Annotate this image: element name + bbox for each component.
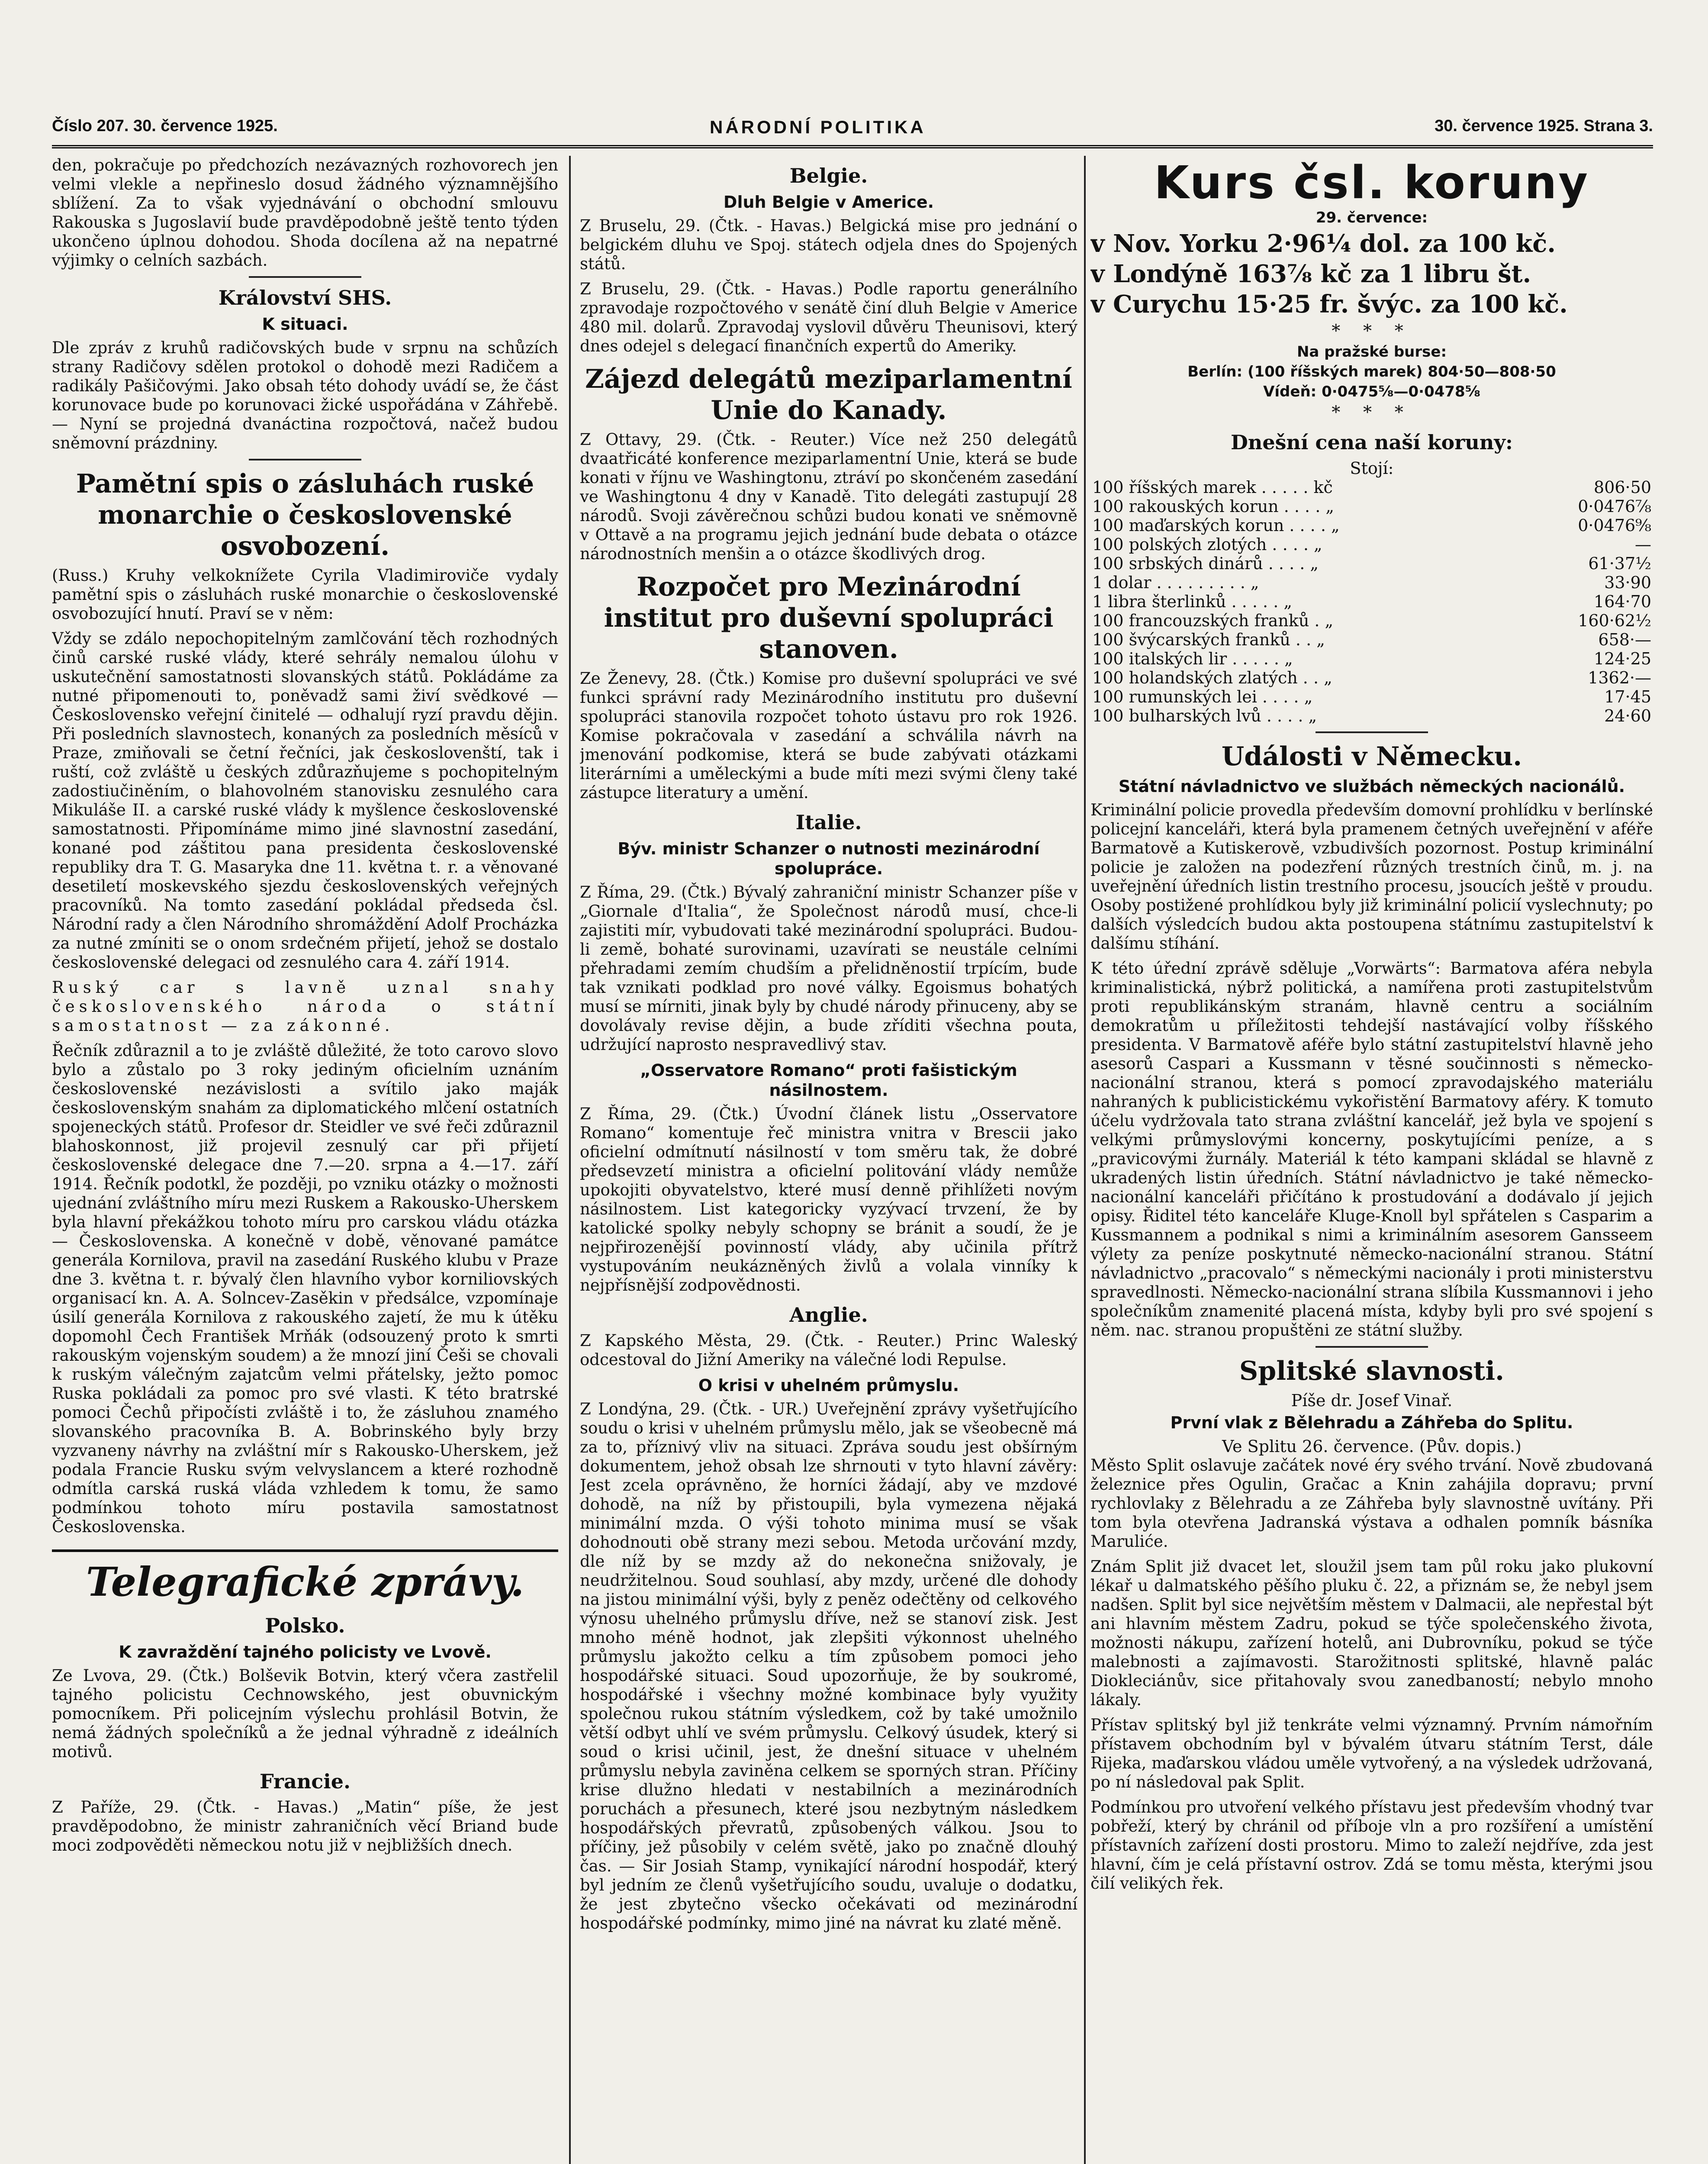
rate-new-york: v Nov. Yorku 2·96¼ dol. za 100 kč. <box>1090 229 1556 258</box>
headline-koruna-price: Dnešní cena naší koruny: <box>1231 431 1513 454</box>
page-date: 30. července 1925. Strana 3. <box>1435 117 1653 135</box>
paragraph: (Russ.) Kruhy velkoknížete Cyrila Vladimiroviče vydaly pamětní spis o zásluhách ruské monarchie o československé osvobozující hnutí. Praví se v něm: <box>52 566 558 623</box>
paragraph-spaced: Ruský car s lavně uznal snahy československého národa o státní samostatnost — za zákonné. <box>52 978 558 1035</box>
burse-berlin: Berlín: (100 říšských marek) 804·50—808·50 <box>1187 363 1556 380</box>
issue-number: Číslo 207. 30. července 1925. <box>52 117 278 135</box>
subheadline-belgium: Dluh Belgie v Americe. <box>723 193 934 212</box>
paragraph: Z Říma, 29. (Čtk.) Bývalý zahraniční ministr Schanzer píše v „Giornale d'Italia“, že Společnost národů musí, chce-li zajistiti mír, vybudovati také mezinárodní spolupráci. Budou-li země, bohaté surovinami, uzavírati se neustále celními přehradami zemím chudším a přelidněnostií trpícím, bude tak vznikati podklad pro nové války. Egoismus bohatých musí se mírniti, jinak byly by chudé národy přinuceny, aby se dovolávaly revise dějin, a bude zříditi všechna pouta, udržující naprosto nespravedlivý stav. <box>580 883 1078 1054</box>
headline-italy: Italie. <box>795 811 862 834</box>
subheadline-osservatore: „Osservatore Romano“ proti fašistickým násilnostem. <box>640 1061 1017 1100</box>
table-row: 100 holandských zlatých . . „ 1362·— <box>1092 668 1651 687</box>
table-row: 1 libra šterlinků . . . . . „ 164·70 <box>1092 592 1651 611</box>
rate-london: v Londýně 163⅞ kč za 1 libru št. <box>1090 260 1531 288</box>
section-title-telegrams: Telegrafické zprávy. <box>52 1549 558 1606</box>
headline-shs: Království SHS. <box>218 286 392 309</box>
table-row: 1 dolar . . . . . . . . . „ 33·90 <box>1092 573 1651 592</box>
table-row: 100 italských lir . . . . . „ 124·25 <box>1092 649 1651 668</box>
subheadline-germany: Státní návladnictvo ve službách německých nacionálů. <box>1118 777 1625 796</box>
headline-france: Francie. <box>259 1770 351 1793</box>
column-rule <box>1084 156 1086 2164</box>
table-row: 100 francouzských franků . „ 160·62½ <box>1092 611 1651 630</box>
newspaper-title: NÁRODNÍ POLITIKA <box>710 117 926 137</box>
headline-belgium: Belgie. <box>789 164 868 187</box>
divider <box>1316 731 1428 733</box>
column-right <box>1090 156 1653 2164</box>
table-row: 100 rakouských korun . . . . „ 0·0476⁷⁄₈ <box>1092 497 1651 516</box>
headline-split: Splitské slavnosti. <box>1239 1356 1505 1386</box>
headline-england: Anglie. <box>789 1303 868 1327</box>
table-row: 100 rumunských lei . . . . „ 17·45 <box>1092 687 1651 706</box>
headline-germany: Události v Německu. <box>1221 741 1522 772</box>
column-rule <box>569 156 571 2164</box>
byline: Píše dr. Josef Vinař. <box>1291 1391 1453 1410</box>
paragraph: Řečník zdůraznil a to je zvláště důležité, že toto carovo slovo bylo a zůstalo po 3 roky jediným oficielním uznáním československé nezávislosti a svítilo jako maják československým snahám za diplomatického mlčení ostatních spojeneckých států. Profesor dr. Steidler ve své řeči zdůraznil blahoskonnost, již projevil zesnulý car při přijetí československé delegace dne 7.—20. srpna a 4.—17. září 1914. Řečník podotkl, že později, po vzniku otázky o možnosti ujednání zvláštního míru mezi Ruskem a Rakousko-Uherskem byla hlavní překážkou tohoto míru pro carskou vládu otázka — Československa. A konečně v době, věnované památce generála Kornilova, pravil na zasedání Ruského klubu v Praze dne 3. května t. r. bývalý člen hlavního vybor korniliovských organisací kn. A. A. Solncev-Zasěkin v předsálce, vzpomínaje úsilí generála Kornilova z rakouského zajetí, že mu k útěku dopomohl Čech František Mrňák (odsouzený proto k smrti rakouským vojenským soudem) a že mnozí jiní Češi se chovali k ruským válečným zajatcům velmi přátelsky, ježto pomoc Ruska pokládali za pomoc pro své vlasti. K této bratrské pomoci Čechů připočísti zvláště i to, že zásluhou znamého slovanského pracovníka B. A. Bobrinského byly brzy vyzvaneny návrhy na zvláštní mír s Rakousko-Uherskem, jež podala Francie Rusku svým velvyslancem a které rozhodně odmítla carská ruská vláda vzhledem k tomu, že samo podmínkou tohoto míru postavila samostatnost Československa. <box>52 1041 558 1536</box>
table-row: 100 polských zlotých . . . . „ — <box>1092 535 1651 554</box>
article-france: Z Paříže, 29. (Čtk. - Havas.) „Matin“ píše, že jest pravděpodobno, že ministr zahraničních věcí Briand bude moci zodpověděti německou notu již v nejbližších dnech. <box>52 1798 558 1855</box>
subheadline-italy: Býv. ministr Schanzer o nutnosti mezinárodní spolupráce. <box>618 839 1040 878</box>
headline-poland: Polsko. <box>265 1614 345 1637</box>
article-shs: Dle zpráv z kruhů radičovských bude v srpnu na schůzích strany Radičovy sdělen protokol o dohodě mezi Radičem a radikály Pašičovými. Jako obsah této dohody uvádí se, že část korunovace bude po korunovaci žické uspořádána v Záhřebě. — Nyní se projedná dvanáctina rozpočtová, načež budou sněmovní prázdniny. <box>52 338 558 452</box>
paragraph: Vždy se zdálo nepochopitelným zamlčování těch rozhodných činů carské ruské vlády, které sehrály nemalou úlohu v uskutečnění samostatnosti slovanských států. Pokládáme za nutné připomenouti to, poněvadž sami živí svědkové — Československo veřejní činitelé — odhalují ryzí pravdu dějin. Při posledních slavnostech, konaných za posledních měsíců v Praze, zmiňovali se četní řečníci, jak českoslovenští, tak i ruští, což zvláště u českých zdůrazňujeme s pochopitelným zadostiučiněním, o blahovolném stanovisku zesnulého cara Mikuláše II. a carské ruské vlády k myšlence československé samostatnosti. Připomínáme mimo jiné slavnostní zasedání, konané pod záštitou pana presidenta československé republiky dra T. G. Masaryka dne 11. května t. r. a věnované desetiletí moskevského sjezdu československých veřejných pracovníků. Na tomto zasedání pokládal předseda čsl. Národní rady a člen Národního shromáždění Adolf Procházka za nutné zmíniti se o onom srdečném přijetí, jehož se dostalo československé delegaci od zesnulého cara 4. září 1914. <box>52 629 558 972</box>
paragraph: Město Split oslavuje začátek nové éry svého trvání. Nově zbudovaná železnice přes Ogulin, Gračac a Knin zahájila dopravu; první rychlovlaky z Bělehradu a ze Záhřeba byly slavnostně uvítány. Při tom byla otevřena Jadranská výstava a odhalen pomník básníka Maruliće. <box>1090 1456 1653 1551</box>
headline-canada: Zájezd delegátů meziparlamentní Unie do Kanady. <box>585 364 1072 425</box>
paragraph: Z Bruselu, 29. (Čtk. - Havas.) Belgická mise pro jednání o belgickém dluhu ve Spoj. státech odjela dnes do Spojených států. <box>580 216 1078 273</box>
subheadline-shs: K situaci. <box>262 315 348 334</box>
table-row: 100 říšských marek . . . . . kč 806·50 <box>1092 478 1651 497</box>
paragraph: Kriminální policie provedla především domovní prohlídku v berlínské policejní kanceláři, která byla pramenem četných uveřejnění v aféře Barmatově a Kutiskerově, vzbudivších pozornost. Postup kriminální policie je založen na podezření různých trestních činů, m. j. na uveřejnění úředních listin trestního procesu, jsoucích ještě v proudu. Osoby postižené prohlídkou byly již kriminální policií vyslechnuty; po dalších výsledcích budou akta postoupena státnímu zastupitelství k dalšímu stíhání. <box>1090 801 1653 953</box>
article-budget: Ze Ženevy, 28. (Čtk.) Komise pro duševní spolupráci ve své funkci správní rady Mezinárodního institutu pro duševní spolupráci stanovila rozpočet tohoto ústavu pro rok 1926. Komise pokračovala v zasedání a schválila návrh na jmenování podkomise, která se bude zabývati otázkami literárními a uměleckými a bude míti mezi svými členy také zástupce literatury a umění. <box>580 669 1078 802</box>
article-canada: Z Ottavy, 29. (Čtk. - Reuter.) Více než 250 delegátů dvaatřicáté konference meziparlamentní Unie, která se bude konati v říjnu ve Washingtonu, ztráví po skončeném zasedání ve Washingtonu 4 dny v Kanadě. Tito delegáti zastupují 28 národů. Svoji závěrečnou schůzi budou konati ve sněmovně v Ottavě a na programu jejich jednání bude debata o otázce národnostních menšin a o otázce škodlivých drog. <box>580 430 1078 563</box>
paragraph: Z Říma, 29. (Čtk.) Úvodní článek listu „Osservatore Romano“ komentuje řeč ministra vnitra v Brescii jako oficielní odmítnutí násilností v tom směru tak, že dobré předsevzetí ministra a oficielní politování vlády nemůže upokojiti obyvatelstvo, které musí denně přihlížeti novým násilnostem. List kategoricky vyzývací trvzení, že by katolické spolky nebyly schopny se bránit a soudí, že je nejpřirozenější povinností vlády, aby učinila přítrž vystupováním neukázněných živlů a volala vinníky k nejpřísnější zodpovědnosti. <box>580 1105 1078 1295</box>
rate-date: 29. července: <box>1316 209 1428 226</box>
subheadline-coal: O krisi v uhelném průmyslu. <box>698 1376 959 1395</box>
paragraph: Z Londýna, 29. (Čtk. - UR.) Uveřejnění zprávy vyšetřujícího soudu o krisi v uhelném průmyslu mělo, jak se všeobecně má za to, příznivý vliv na situaci. Zpráva soudu jest obšírným dokumentem, jehož obsah lze shrnouti v tyto hlavní závěry: Jest zcela oprávněno, že horníci žádají, aby ve mzdové dohodě, na níž by přistoupili, byla vymezena nějaká minimální mzda. O výši tohoto minima musí se však dohodnouti obě strany mezi sebou. Metoda určování mzdy, dle níž by se mzdy až do nekonečna snižovaly, je neudržitelnou. Soud souhlasí, aby mzdy, určené dle dohody na jistou minimální výši, byly z peněz odečtěny od celkového výnosu uhelného průmyslu dříve, než se stanoví zisk. Jest mnoho méně hodnot, jak zlepšiti výkonnost uhelného průmyslu jakožto celku a tím způsobem pomoci jeho hospodářské situaci. Soud upozorňuje, že by soukromé, hospodářské i všechny možné kombinace byly využity společnou rukou státním výsledkem, což by také umožnilo větší odbyt uhlí ve svém průmyslu. Celkový úsudek, který si soud o krisi učinil, jest, že dnešní situace v uhelném průmyslu nebyla zaviněna celkem se sporných stran. Příčiny krise dlužno hledati v nestabilních a mezinárodních poruchách a přesunech, které jsou nezbytným následkem hospodářských převratů, způsobených válkou. Jsou to příčiny, jež působily v celém světě, jako po značně dlouhý čas. — Sir Josiah Stamp, vynikající národní hospodář, který byl jedním ze členů vyšetřujícího soudu, uvaluje o dodatku, že jest zbytečno všecko očekávati od mezinárodní hospodářské podmínky, mimo jiné na návrat ku zlaté měně. <box>580 1400 1078 1932</box>
subheadline-poland: K zavraždění tajného policisty ve Lvově. <box>119 1642 492 1662</box>
table-row: 100 bulharských lvů . . . . „ 24·60 <box>1092 706 1651 725</box>
dateline: Ve Splitu 26. července. (Pův. dopis.) <box>1222 1437 1521 1456</box>
paragraph: Znám Split již dvacet let, sloužil jsem tam půl roku jako plukovní lékař u dalmatského pěšího pluku č. 22, a přiznám se, že nebyl jsem nadšen. Split byl sice největším městem v Dalmacii, ale nepřestal být ani hlavním městem Zadru, pokud se týče společenského života, možnosti nákupu, zařízení hotelů, ani Dubrovníku, pokud se týče malebnosti a zajímavosti. Starožitnosti splitské, hlavně palác Diokleciánův, sice přitahovaly svou zanedbaností; nebylo mnoho lákaly. <box>1090 1557 1653 1709</box>
ornament: * * * <box>1332 403 1412 422</box>
table-row: 100 srbských dinárů . . . . „ 61·37½ <box>1092 554 1651 573</box>
column-left <box>52 156 558 2164</box>
masthead <box>52 117 1653 143</box>
paragraph: Z Kapského Města, 29. (Čtk. - Reuter.) Princ Waleský odcestoval do Jižní Ameriky na válečné lodi Repulse. <box>580 1331 1078 1369</box>
ornament: * * * <box>1332 321 1412 341</box>
article-continuation: den, pokračuje po předchozích nezávazných rozhovorech jen velmi vlekle a nepřineslo dosud žádného významnějšího sblížení. Za to však vyjednávání o obchodní smlouvu Rakouska s Jugoslavií bude pravděpodobně ještě tento týden ukončeno úplnou dohodou. Shoda docílena až na nepatrné výjimky o celních sazbách. <box>52 156 558 270</box>
divider <box>249 459 361 460</box>
rate-zurich: v Curychu 15·25 fr. švýc. za 100 kč. <box>1090 290 1568 319</box>
paragraph: Podmínkou pro utvoření velkého přístavu jest především vhodný tvar pobřeží, který by chránil od příboje vln a pro rozšíření a umístění přístavních zařízení dosti prostoru. Mimo to zaleží nejdříve, zda jest hlavní, čím je celá přístavní ostrov. Zdá se tomu města, kterými jsou čilí velikých řek. <box>1090 1798 1653 1893</box>
burse-heading: Na pražské burse: <box>1296 343 1447 361</box>
headline-memorandum: Pamětní spis o zásluhách ruské monarchie o československé osvobození. <box>76 469 534 561</box>
rates-heading: Stojí: <box>1350 459 1394 478</box>
headline-budget: Rozpočet pro Mezinárodní institut pro duševní spolupráci stanoven. <box>604 572 1054 664</box>
divider <box>249 276 361 278</box>
article-poland: Ze Lvova, 29. (Čtk.) Bolševik Botvin, který včera zastřelil tajného policistu Cechnowského, jest obuvnickým pomocníkem. Při policejním výslechu prohlásil Botvin, že nemá žádných společníků a že jednal výhradně z ideálních motivů. <box>52 1666 558 1761</box>
column-middle <box>580 156 1078 2164</box>
masthead-rule <box>52 145 1653 148</box>
paragraph: Přístav splitský byl již tenkráte velmi významný. Prvním námořním přístavem obchodním byl v bývalém útvaru státním Terst, dále Rijeka, maďarskou vládou uměle vytvořený, a na výsledek udržovaná, po ní následoval pak Split. <box>1090 1716 1653 1791</box>
subheadline-split: První vlak z Bělehradu a Záhřeba do Splitu. <box>1170 1413 1573 1432</box>
table-row: 100 švýcarských franků . . „ 658·— <box>1092 630 1651 649</box>
divider <box>1316 1346 1428 1348</box>
burse-vienna: Vídeň: 0·0475⅝—0·0478⅝ <box>1263 383 1480 400</box>
headline-exchange-rate: Kurs čsl. koruny <box>1154 156 1590 209</box>
paragraph: K této úřední zprávě sděluje „Vorwärts“: Barmatova aféra nebyla kriminalistická, nýbrž politická, a namířena proti zastupitelstvům proti republikánským stranám, hlavně centru a sociálním demokratům u příležitosti tehdejší nastávající volby říšského presidenta. V Barmatově aféře bylo státní zastupitelství hlavně jeho asesorů Caspari a Kussmann v těsné součinnosti s německo-nacionální stranou, která s pomocí zpravodajského materiálu nahraných k publicistickému vykořistění Barmatovy aféry. K tomuto účelu vydržovala tato strana zvláštní kancelář, jež byla ve spojení s velkými průmyslovými koncerny, poskytujícími peníze, a s „pravicovými žurnály. Materiál k této kampani skládal se hlavně z ukradených listin úředních. Státní návladnictvo je také německo-nacionální kanceláři přičítáno k prostudování a dodávalo jí jejich opisy. Řiditel této kanceláře Kluge-Knoll byl spřátelen s Casparim a Kussmannem a podnikal s nimi a kriminálním asesorem Gansseem výlety za peníze poskytnuté německo-nacionální stranou. Státní návladnictvo „pracovalo“ s německými nacionály i proti ministerstvu spravedlnosti. Německo-nacionální strana slíbila Kussmannovi i jeho společníkům znamenité placená místa, kdyby byli pro své spojení s něm. nac. stranou propuštěni ze státní služby. <box>1090 959 1653 1340</box>
rates-table <box>1090 478 1653 725</box>
paragraph: Z Bruselu, 29. (Čtk. - Havas.) Podle raportu generálního zpravodaje rozpočtového v senátě činí dluh Belgie v Americe 480 mil. dolarů. Zpravodaj vyslovil důvěru Theunisovi, který dnes odejel s delegací finančních expertů do Ameriky. <box>580 280 1078 355</box>
table-row: 100 maďarských korun . . . . „ 0·0476⁹⁄₈ <box>1092 516 1651 535</box>
